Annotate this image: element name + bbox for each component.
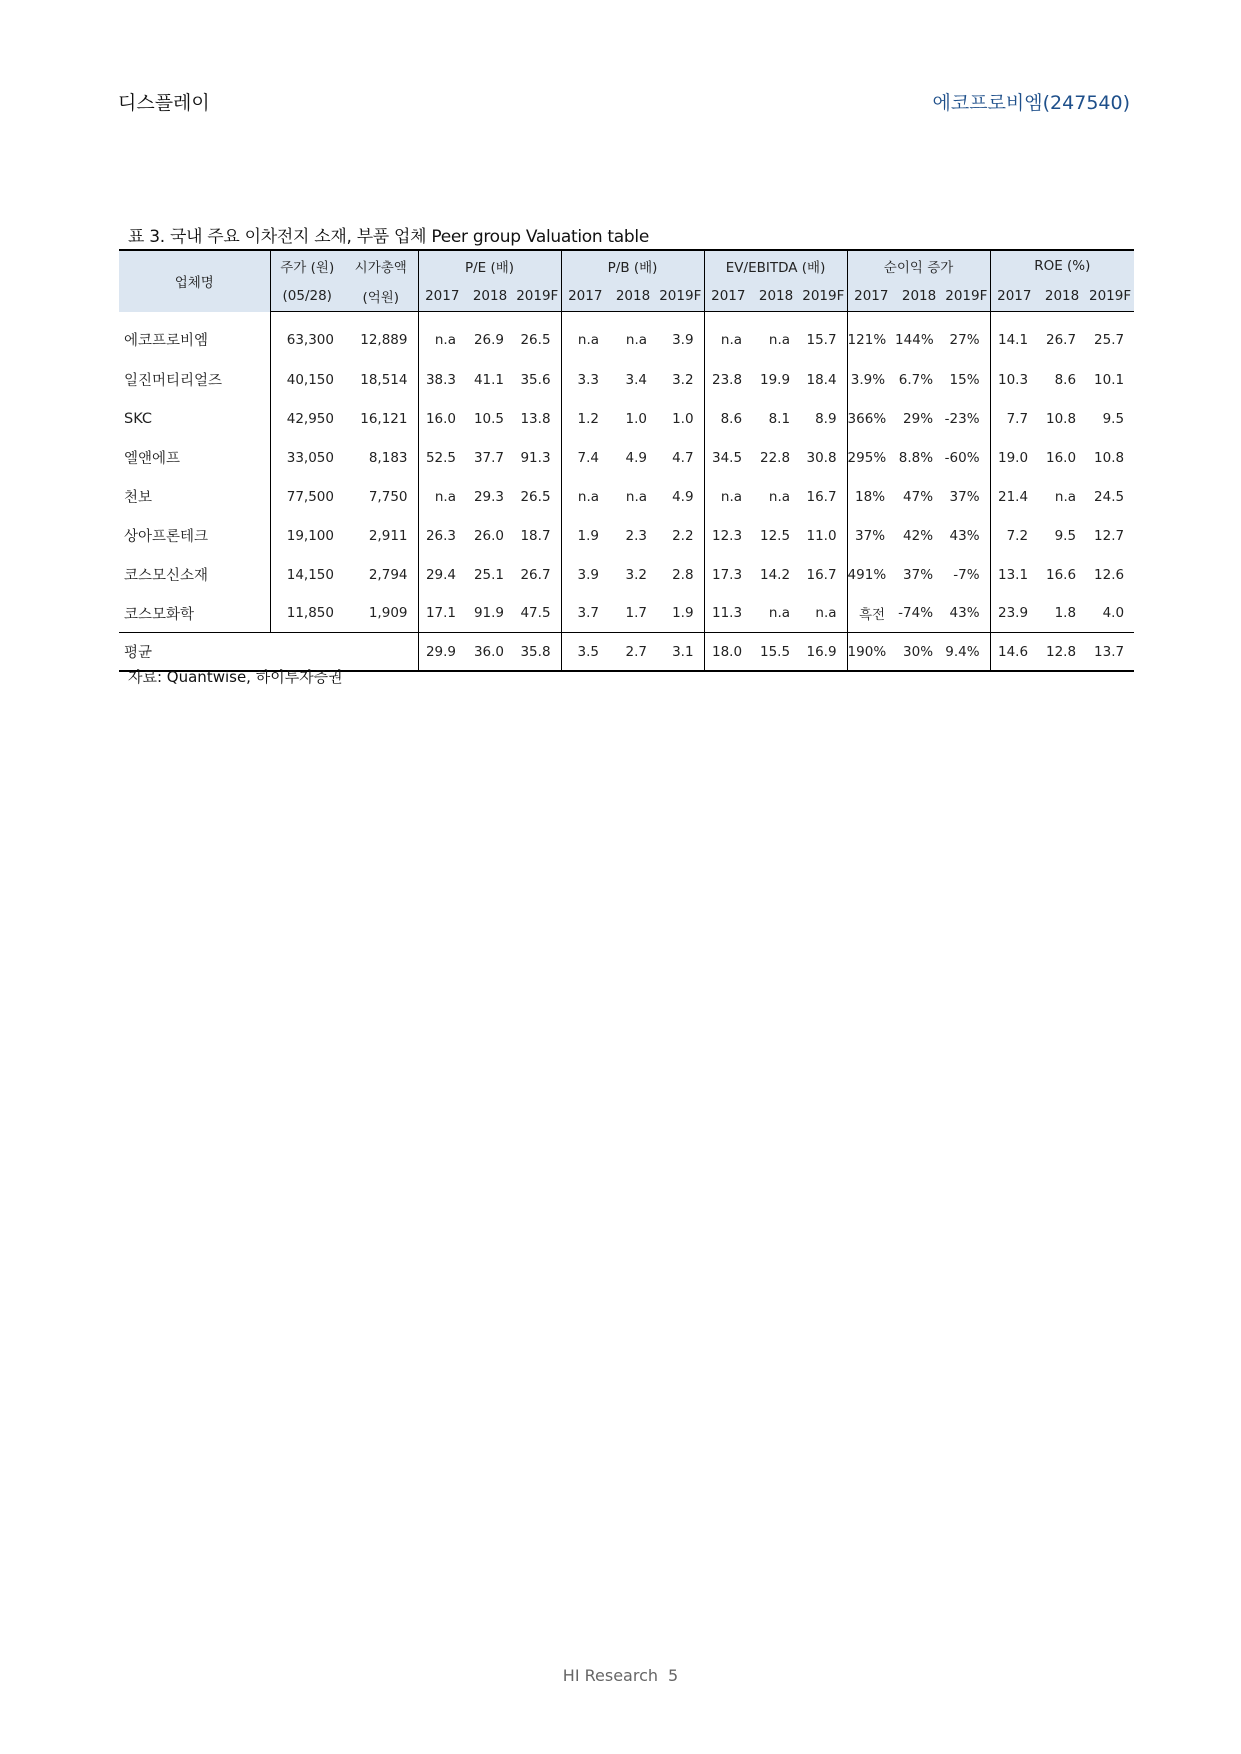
value-cell: 37% [903,566,934,583]
value-cell: 22.8 [759,449,791,466]
value-cell: 47% [903,488,934,505]
value-cell: 144% [895,332,934,348]
value-cell: 8.1 [768,410,791,427]
value-cell: 9.5 [1102,410,1125,427]
mcap-cell: 18,514 [360,371,408,388]
value-cell: 3.9 [672,332,694,348]
value-cell: 10.8 [1045,410,1077,427]
value-cell: 1.0 [625,410,648,427]
table-row [119,312,1134,361]
header-group-roe: ROE (%) [990,250,1134,281]
average-cell: 30% [895,633,943,672]
value-cell: 2.8 [672,566,694,583]
header-mcap-unit: (억원) [344,281,418,312]
header-year: 2017 [704,281,752,312]
value-cell: 1.9 [672,605,694,621]
average-cell: 13.7 [1086,633,1134,672]
header-group-profit-growth: 순이익 증가 [847,250,990,281]
value-cell: 42% [903,527,934,544]
value-cell: 37% [847,516,895,555]
value-cell: 흑전 [847,594,895,633]
average-cell: 16.9 [800,633,847,672]
header-group-evebitda: EV/EBITDA (배) [704,250,847,281]
company-name-cell: 코스모화학 [124,606,195,623]
value-cell: 12.5 [759,527,791,544]
header-year: 2018 [895,281,943,312]
value-cell: -60% [944,449,980,466]
table-row [119,360,1134,399]
value-cell: 9.5 [1054,527,1077,544]
mcap-cell: 2,794 [368,566,408,583]
page-number: 5 [668,1666,679,1685]
price-cell: 11,850 [270,594,344,633]
value-cell: n.a [704,312,752,361]
value-cell: 23.8 [704,360,752,399]
price-cell: 42,950 [270,399,344,438]
value-cell: 26.7 [1045,332,1077,348]
mcap-cell: 16,121 [360,410,408,427]
company-name-cell: 엘앤에프 [124,451,181,467]
value-cell: 35.6 [520,371,551,388]
value-cell: 37.7 [473,449,504,466]
header-group-pb: P/B (배) [561,250,704,281]
value-cell: 1.9 [561,516,609,555]
value-cell: 38.3 [418,360,466,399]
value-cell: 47.5 [520,605,551,621]
value-cell: 17.1 [418,594,466,633]
value-cell: 16.7 [806,566,837,583]
value-cell: 26.5 [520,332,551,348]
value-cell: n.a [768,332,791,348]
value-cell: 26.3 [418,516,466,555]
value-cell: 52.5 [418,438,466,477]
value-cell: 3.9% [847,360,895,399]
value-cell: 1.7 [625,605,648,621]
table-row [119,555,1134,594]
header-year: 2019F [1086,281,1134,312]
value-cell: 16.0 [418,399,466,438]
table-row [119,516,1134,555]
mcap-cell: 12,889 [360,332,408,348]
value-cell: -7% [953,566,980,583]
header-price: 주가 (원) [270,250,344,281]
value-cell: 2.2 [672,527,694,544]
value-cell: 18% [847,477,895,516]
value-cell: 2.3 [625,527,648,544]
value-cell: 26.7 [520,566,551,583]
source-note: 자료: Quantwise, 하이투자증권 [128,668,343,686]
value-cell: 8.6 [704,399,752,438]
value-cell: 3.7 [561,594,609,633]
value-cell: 37% [949,488,980,505]
header-year: 2018 [1038,281,1086,312]
value-cell: 26.5 [520,488,551,505]
company-name-cell: 코스모신소재 [124,568,209,584]
value-cell: 295% [847,438,895,477]
value-cell: 16.6 [1045,566,1077,583]
value-cell: 14.2 [759,566,791,583]
value-cell: 13.8 [520,410,551,427]
header-group-pe: P/E (배) [418,250,561,281]
value-cell: 8.8% [898,449,934,466]
average-cell: 2.7 [609,633,657,672]
header-year: 2017 [990,281,1038,312]
average-cell: 36.0 [466,633,514,672]
value-cell: 4.9 [625,449,648,466]
header-year: 2019F [943,281,990,312]
price-cell: 33,050 [270,438,344,477]
value-cell: 3.3 [561,360,609,399]
mcap-cell: 1,909 [368,605,408,621]
average-cell: 12.8 [1038,633,1086,672]
value-cell: n.a [1054,488,1077,505]
average-cell: 29.9 [418,633,466,672]
header-company: 업체명 [119,250,270,312]
value-cell: 121% [847,312,895,361]
company-name-cell: 천보 [124,490,153,506]
value-cell: 1.8 [1054,605,1077,621]
average-cell: 3.5 [561,633,609,672]
value-cell: 3.2 [625,566,648,583]
page-footer [0,1666,1241,1685]
header-row-groups [119,250,1134,281]
value-cell: 29.3 [473,488,504,505]
value-cell: 19.0 [990,438,1038,477]
value-cell: 13.1 [990,555,1038,594]
company-title: 에코프로비엠(247540) [932,92,1130,114]
value-cell: 41.1 [473,371,504,388]
mcap-cell: 2,911 [368,527,408,544]
value-cell: 18.7 [520,527,551,544]
average-cell: 9.4% [943,633,990,672]
value-cell: n.a [625,488,648,505]
value-cell: 8.6 [1054,371,1077,388]
value-cell: n.a [768,605,791,621]
value-cell: 366% [847,399,895,438]
value-cell: 491% [847,555,895,594]
value-cell: 15% [949,371,980,388]
value-cell: 4.9 [672,488,694,505]
value-cell: 43% [949,527,980,544]
value-cell: 3.4 [625,371,648,388]
value-cell: 18.4 [806,371,837,388]
company-name-cell: 상아프론테크 [124,529,209,545]
value-cell: 7.7 [990,399,1038,438]
value-cell: 12.3 [704,516,752,555]
table-row [119,399,1134,438]
value-cell: 8.9 [815,410,837,427]
value-cell: 25.7 [1094,332,1125,348]
value-cell: 30.8 [806,449,837,466]
table-title: 표 3. 국내 주요 이차전지 소재, 부품 업체 Peer group Valuation table [128,227,649,247]
header-year: 2019F [657,281,704,312]
value-cell: 91.3 [520,449,551,466]
table-row [119,477,1134,516]
value-cell: 12.7 [1094,527,1125,544]
value-cell: 21.4 [990,477,1038,516]
header-year: 2017 [561,281,609,312]
value-cell: 15.7 [806,332,837,348]
value-cell: n.a [768,488,791,505]
section-title: 디스플레이 [118,92,210,114]
mcap-cell: 7,750 [368,488,408,505]
value-cell: 3.2 [672,371,694,388]
header-price-date: (05/28) [270,281,344,312]
value-cell: 4.0 [1102,605,1125,621]
value-cell: -23% [944,410,980,427]
header-year: 2018 [466,281,514,312]
price-cell: 63,300 [270,312,344,361]
value-cell: 25.1 [473,566,504,583]
value-cell: 24.5 [1094,488,1125,505]
table-row [119,594,1134,633]
price-cell: 14,150 [270,555,344,594]
average-cell: 15.5 [752,633,800,672]
footer-brand: HI Research [562,1666,659,1685]
value-cell: n.a [704,477,752,516]
value-cell: 10.8 [1094,449,1125,466]
value-cell: 3.9 [561,555,609,594]
company-name-cell: 에코프로비엠 [124,333,209,350]
header-year: 2019F [800,281,847,312]
value-cell: n.a [815,605,837,621]
average-cell: 35.8 [514,633,561,672]
value-cell: 34.5 [704,438,752,477]
value-cell: 91.9 [473,605,504,621]
value-cell: 7.4 [561,438,609,477]
company-name-cell: 일진머티리얼즈 [124,373,223,389]
header-year: 2017 [847,281,895,312]
value-cell: 10.1 [1094,371,1125,388]
value-cell: 1.0 [672,410,694,427]
header-mcap: 시가총액 [344,250,418,281]
table-row [119,438,1134,477]
value-cell: 26.9 [473,332,504,348]
value-cell: 6.7% [898,371,934,388]
header-year: 2018 [752,281,800,312]
value-cell: -74% [898,605,934,621]
company-name-cell: SKC [124,410,153,427]
value-cell: 29.4 [418,555,466,594]
value-cell: n.a [561,477,609,516]
value-cell: 12.6 [1094,566,1125,583]
value-cell: 26.0 [473,527,504,544]
value-cell: 14.1 [990,312,1038,361]
value-cell: 10.5 [473,410,504,427]
average-cell: 14.6 [990,633,1038,672]
average-cell: 190% [847,633,895,672]
value-cell: 11.0 [806,527,837,544]
price-cell: 40,150 [270,360,344,399]
value-cell: 16.0 [1045,449,1077,466]
value-cell: 4.7 [672,449,694,466]
valuation-table [119,249,1134,672]
value-cell: 7.2 [990,516,1038,555]
value-cell: 27% [949,332,980,348]
average-cell: 3.1 [657,633,704,672]
value-cell: n.a [418,477,466,516]
value-cell: 17.3 [704,555,752,594]
value-cell: 11.3 [704,594,752,633]
header-row-years [119,281,1134,312]
header-year: 2017 [418,281,466,312]
header-year: 2018 [609,281,657,312]
price-cell: 19,100 [270,516,344,555]
header-year: 2019F [514,281,561,312]
value-cell: n.a [561,312,609,361]
value-cell: 19.9 [759,371,791,388]
value-cell: 23.9 [990,594,1038,633]
average-cell: 18.0 [704,633,752,672]
value-cell: n.a [625,332,648,348]
mcap-cell: 8,183 [368,449,408,466]
value-cell: 43% [949,605,980,621]
price-cell: 77,500 [270,477,344,516]
value-cell: 10.3 [990,360,1038,399]
value-cell: 1.2 [561,399,609,438]
value-cell: n.a [418,312,466,361]
value-cell: 16.7 [806,488,837,505]
average-label: 평균 [119,633,418,672]
value-cell: 29% [903,410,934,427]
